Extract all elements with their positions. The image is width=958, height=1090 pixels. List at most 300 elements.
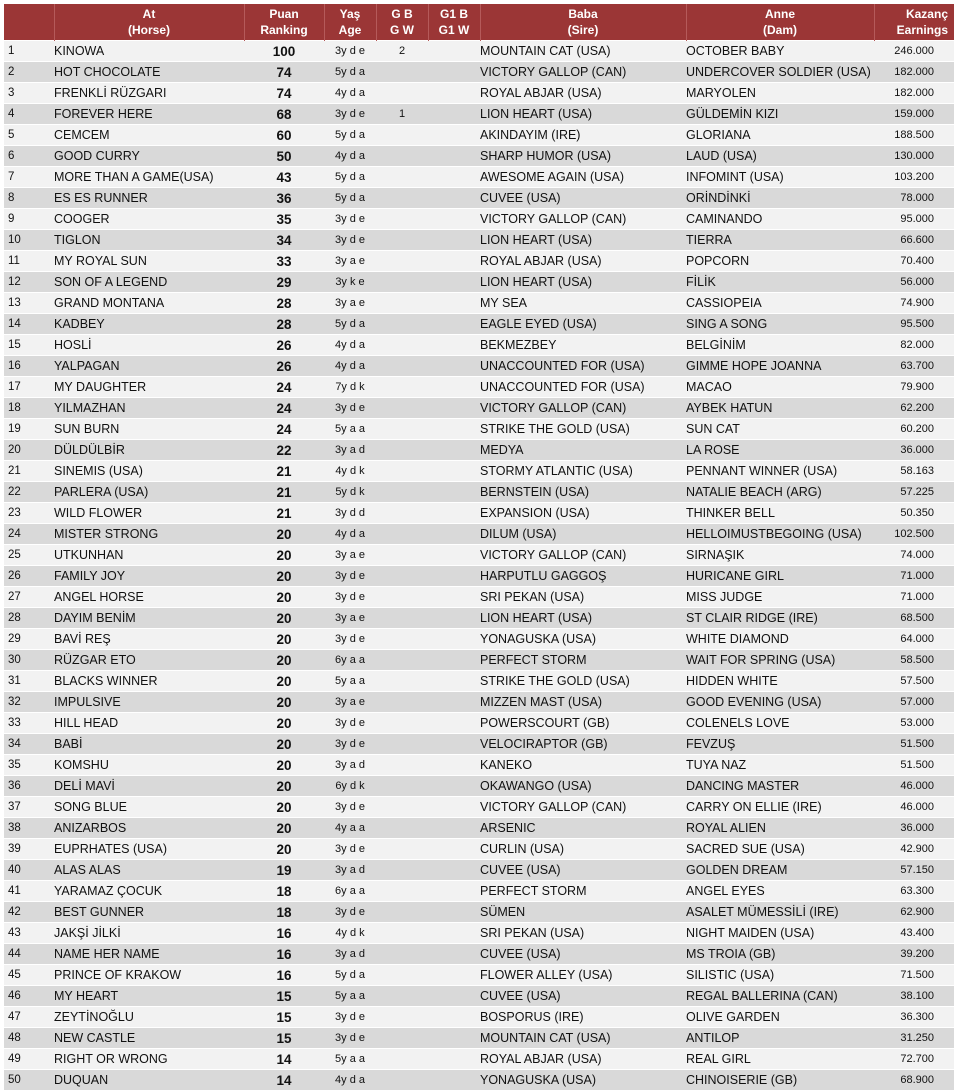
group-wins-cell <box>376 545 428 566</box>
earnings-cell: 56.000 <box>874 272 954 293</box>
points-cell: 20 <box>244 545 324 566</box>
earnings-cell: 68.900 <box>874 1070 954 1090</box>
header-sire: Baba (Sire) <box>480 4 686 41</box>
horse-name-cell: PARLERA (USA) <box>54 482 244 503</box>
dam-cell: OCTOBER BABY <box>686 41 874 62</box>
rank-cell: 32 <box>4 692 54 713</box>
age-cell: 3y d e <box>324 839 376 860</box>
ranking-table-container <box>4 4 954 1090</box>
group-wins-cell <box>376 755 428 776</box>
age-cell: 5y d k <box>324 482 376 503</box>
rank-cell: 12 <box>4 272 54 293</box>
earnings-cell: 72.700 <box>874 1049 954 1070</box>
dam-cell: SUN CAT <box>686 419 874 440</box>
group-wins-cell <box>376 776 428 797</box>
sire-cell: DILUM (USA) <box>480 524 686 545</box>
rank-cell: 47 <box>4 1007 54 1028</box>
sire-cell: LION HEART (USA) <box>480 104 686 125</box>
group-wins-cell <box>376 671 428 692</box>
age-cell: 3y d e <box>324 104 376 125</box>
sire-cell: HARPUTLU GAGGOŞ <box>480 566 686 587</box>
rank-cell: 11 <box>4 251 54 272</box>
group1-wins-cell <box>428 734 480 755</box>
table-row <box>4 146 954 167</box>
group1-wins-cell <box>428 104 480 125</box>
table-row <box>4 251 954 272</box>
dam-cell: CARRY ON ELLIE (IRE) <box>686 797 874 818</box>
group1-wins-cell <box>428 902 480 923</box>
sire-cell: KANEKO <box>480 755 686 776</box>
group1-wins-cell <box>428 545 480 566</box>
earnings-cell: 39.200 <box>874 944 954 965</box>
group-wins-cell <box>376 62 428 83</box>
table-row <box>4 104 954 125</box>
group1-wins-cell <box>428 839 480 860</box>
dam-cell: COLENELS LOVE <box>686 713 874 734</box>
sire-cell: EAGLE EYED (USA) <box>480 314 686 335</box>
group1-wins-cell <box>428 1007 480 1028</box>
sire-cell: FLOWER ALLEY (USA) <box>480 965 686 986</box>
group1-wins-cell <box>428 167 480 188</box>
table-row <box>4 209 954 230</box>
horse-name-cell: CEMCEM <box>54 125 244 146</box>
points-cell: 43 <box>244 167 324 188</box>
dam-cell: THINKER BELL <box>686 503 874 524</box>
points-cell: 15 <box>244 986 324 1007</box>
table-row <box>4 944 954 965</box>
points-cell: 50 <box>244 146 324 167</box>
table-row <box>4 356 954 377</box>
horse-name-cell: MY DAUGHTER <box>54 377 244 398</box>
points-cell: 100 <box>244 41 324 62</box>
earnings-cell: 103.200 <box>874 167 954 188</box>
age-cell: 5y a a <box>324 986 376 1007</box>
table-row <box>4 923 954 944</box>
horse-name-cell: YILMAZHAN <box>54 398 244 419</box>
table-row <box>4 461 954 482</box>
horse-name-cell: SON OF A LEGEND <box>54 272 244 293</box>
horse-name-cell: GRAND MONTANA <box>54 293 244 314</box>
dam-cell: INFOMINT (USA) <box>686 167 874 188</box>
age-cell: 3y d e <box>324 566 376 587</box>
age-cell: 3y d e <box>324 230 376 251</box>
rank-cell: 3 <box>4 83 54 104</box>
group-wins-cell <box>376 377 428 398</box>
table-row <box>4 167 954 188</box>
group-wins-cell <box>376 314 428 335</box>
age-cell: 5y d a <box>324 314 376 335</box>
earnings-cell: 182.000 <box>874 83 954 104</box>
rank-cell: 28 <box>4 608 54 629</box>
earnings-cell: 95.000 <box>874 209 954 230</box>
horse-name-cell: KOMSHU <box>54 755 244 776</box>
horse-name-cell: RIGHT OR WRONG <box>54 1049 244 1070</box>
group1-wins-cell <box>428 440 480 461</box>
rank-cell: 13 <box>4 293 54 314</box>
earnings-cell: 102.500 <box>874 524 954 545</box>
group1-wins-cell <box>428 272 480 293</box>
earnings-cell: 57.150 <box>874 860 954 881</box>
sire-cell: PERFECT STORM <box>480 650 686 671</box>
age-cell: 4y a a <box>324 818 376 839</box>
sire-cell: VELOCIRAPTOR (GB) <box>480 734 686 755</box>
sire-cell: ROYAL ABJAR (USA) <box>480 1049 686 1070</box>
rank-cell: 4 <box>4 104 54 125</box>
horse-name-cell: KADBEY <box>54 314 244 335</box>
sire-cell: MIZZEN MAST (USA) <box>480 692 686 713</box>
horse-name-cell: NAME HER NAME <box>54 944 244 965</box>
horse-name-cell: SINEMIS (USA) <box>54 461 244 482</box>
age-cell: 3y a d <box>324 944 376 965</box>
points-cell: 18 <box>244 881 324 902</box>
rank-cell: 25 <box>4 545 54 566</box>
header-rank <box>4 4 54 41</box>
group-wins-cell <box>376 230 428 251</box>
age-cell: 4y d k <box>324 923 376 944</box>
dam-cell: ST CLAIR RIDGE (IRE) <box>686 608 874 629</box>
group-wins-cell <box>376 566 428 587</box>
horse-name-cell: FOREVER HERE <box>54 104 244 125</box>
group-wins-cell <box>376 146 428 167</box>
age-cell: 4y d k <box>324 461 376 482</box>
dam-cell: ASALET MÜMESSİLİ (IRE) <box>686 902 874 923</box>
group1-wins-cell <box>428 524 480 545</box>
sire-cell: ROYAL ABJAR (USA) <box>480 83 686 104</box>
rank-cell: 26 <box>4 566 54 587</box>
group1-wins-cell <box>428 335 480 356</box>
rank-cell: 14 <box>4 314 54 335</box>
dam-cell: MS TROIA (GB) <box>686 944 874 965</box>
ranking-table <box>4 4 954 1090</box>
earnings-cell: 70.400 <box>874 251 954 272</box>
group-wins-cell <box>376 461 428 482</box>
dam-cell: PENNANT WINNER (USA) <box>686 461 874 482</box>
dam-cell: GLORIANA <box>686 125 874 146</box>
earnings-cell: 159.000 <box>874 104 954 125</box>
sire-cell: LION HEART (USA) <box>480 230 686 251</box>
age-cell: 3y d e <box>324 41 376 62</box>
rank-cell: 17 <box>4 377 54 398</box>
horse-name-cell: BLACKS WINNER <box>54 671 244 692</box>
sire-cell: MY SEA <box>480 293 686 314</box>
group1-wins-cell <box>428 566 480 587</box>
horse-name-cell: TIGLON <box>54 230 244 251</box>
earnings-cell: 130.000 <box>874 146 954 167</box>
group-wins-cell <box>376 713 428 734</box>
age-cell: 3y a e <box>324 608 376 629</box>
rank-cell: 36 <box>4 776 54 797</box>
points-cell: 34 <box>244 230 324 251</box>
sire-cell: MOUNTAIN CAT (USA) <box>480 1028 686 1049</box>
table-row <box>4 818 954 839</box>
points-cell: 60 <box>244 125 324 146</box>
rank-cell: 24 <box>4 524 54 545</box>
points-cell: 24 <box>244 377 324 398</box>
rank-cell: 44 <box>4 944 54 965</box>
group1-wins-cell <box>428 293 480 314</box>
sire-cell: STRIKE THE GOLD (USA) <box>480 671 686 692</box>
group1-wins-cell <box>428 650 480 671</box>
age-cell: 3y a e <box>324 692 376 713</box>
dam-cell: HURICANE GIRL <box>686 566 874 587</box>
group-wins-cell: 2 <box>376 41 428 62</box>
horse-name-cell: MISTER STRONG <box>54 524 244 545</box>
earnings-cell: 246.000 <box>874 41 954 62</box>
earnings-cell: 64.000 <box>874 629 954 650</box>
points-cell: 29 <box>244 272 324 293</box>
earnings-cell: 51.500 <box>874 734 954 755</box>
dam-cell: MISS JUDGE <box>686 587 874 608</box>
group1-wins-cell <box>428 965 480 986</box>
table-row <box>4 650 954 671</box>
rank-cell: 5 <box>4 125 54 146</box>
points-cell: 24 <box>244 398 324 419</box>
group-wins-cell <box>376 1007 428 1028</box>
rank-cell: 9 <box>4 209 54 230</box>
group-wins-cell <box>376 293 428 314</box>
rank-cell: 38 <box>4 818 54 839</box>
earnings-cell: 46.000 <box>874 797 954 818</box>
points-cell: 20 <box>244 587 324 608</box>
horse-name-cell: HOSLİ <box>54 335 244 356</box>
earnings-cell: 63.300 <box>874 881 954 902</box>
earnings-cell: 57.500 <box>874 671 954 692</box>
rank-cell: 39 <box>4 839 54 860</box>
points-cell: 20 <box>244 713 324 734</box>
sire-cell: VICTORY GALLOP (CAN) <box>480 209 686 230</box>
table-row <box>4 566 954 587</box>
horse-name-cell: KINOWA <box>54 41 244 62</box>
group-wins-cell <box>376 965 428 986</box>
sire-cell: CUVEE (USA) <box>480 986 686 1007</box>
points-cell: 28 <box>244 293 324 314</box>
horse-name-cell: EUPRHATES (USA) <box>54 839 244 860</box>
dam-cell: LA ROSE <box>686 440 874 461</box>
rank-cell: 27 <box>4 587 54 608</box>
rank-cell: 42 <box>4 902 54 923</box>
points-cell: 20 <box>244 755 324 776</box>
table-row <box>4 755 954 776</box>
group-wins-cell <box>376 482 428 503</box>
points-cell: 74 <box>244 62 324 83</box>
table-row <box>4 398 954 419</box>
sire-cell: PERFECT STORM <box>480 881 686 902</box>
rank-cell: 23 <box>4 503 54 524</box>
sire-cell: VICTORY GALLOP (CAN) <box>480 545 686 566</box>
rank-cell: 50 <box>4 1070 54 1090</box>
points-cell: 24 <box>244 419 324 440</box>
rank-cell: 29 <box>4 629 54 650</box>
dam-cell: MACAO <box>686 377 874 398</box>
sire-cell: POWERSCOURT (GB) <box>480 713 686 734</box>
earnings-cell: 42.900 <box>874 839 954 860</box>
points-cell: 20 <box>244 692 324 713</box>
points-cell: 20 <box>244 629 324 650</box>
horse-name-cell: ES ES RUNNER <box>54 188 244 209</box>
header-group-wins: G B G W <box>376 4 428 41</box>
sire-cell: LION HEART (USA) <box>480 608 686 629</box>
horse-name-cell: FRENKLİ RÜZGARI <box>54 83 244 104</box>
group1-wins-cell <box>428 62 480 83</box>
rank-cell: 30 <box>4 650 54 671</box>
dam-cell: BELGİNİM <box>686 335 874 356</box>
table-row <box>4 83 954 104</box>
age-cell: 3y k e <box>324 272 376 293</box>
group1-wins-cell <box>428 398 480 419</box>
points-cell: 20 <box>244 797 324 818</box>
dam-cell: POPCORN <box>686 251 874 272</box>
group-wins-cell <box>376 125 428 146</box>
points-cell: 19 <box>244 860 324 881</box>
earnings-cell: 82.000 <box>874 335 954 356</box>
rank-cell: 20 <box>4 440 54 461</box>
group1-wins-cell <box>428 923 480 944</box>
group1-wins-cell <box>428 251 480 272</box>
age-cell: 3y d e <box>324 1028 376 1049</box>
horse-name-cell: YALPAGAN <box>54 356 244 377</box>
table-row <box>4 629 954 650</box>
group1-wins-cell <box>428 692 480 713</box>
group-wins-cell <box>376 1028 428 1049</box>
group1-wins-cell <box>428 881 480 902</box>
table-row <box>4 839 954 860</box>
dam-cell: ROYAL ALIEN <box>686 818 874 839</box>
group-wins-cell <box>376 1049 428 1070</box>
dam-cell: HELLOIMUSTBEGOING (USA) <box>686 524 874 545</box>
dam-cell: HIDDEN WHITE <box>686 671 874 692</box>
group-wins-cell <box>376 440 428 461</box>
horse-name-cell: BAVİ REŞ <box>54 629 244 650</box>
dam-cell: GIMME HOPE JOANNA <box>686 356 874 377</box>
dam-cell: GOOD EVENING (USA) <box>686 692 874 713</box>
group-wins-cell <box>376 944 428 965</box>
group1-wins-cell <box>428 83 480 104</box>
group-wins-cell <box>376 818 428 839</box>
group-wins-cell <box>376 986 428 1007</box>
table-row <box>4 482 954 503</box>
dam-cell: ANTILOP <box>686 1028 874 1049</box>
age-cell: 5y a a <box>324 1049 376 1070</box>
dam-cell: ORİNDİNKİ <box>686 188 874 209</box>
group-wins-cell <box>376 167 428 188</box>
sire-cell: EXPANSION (USA) <box>480 503 686 524</box>
group-wins-cell <box>376 398 428 419</box>
age-cell: 3y a d <box>324 755 376 776</box>
table-row <box>4 377 954 398</box>
header-row <box>4 4 954 41</box>
rank-cell: 19 <box>4 419 54 440</box>
points-cell: 14 <box>244 1070 324 1090</box>
age-cell: 5y d a <box>324 125 376 146</box>
group1-wins-cell <box>428 1049 480 1070</box>
table-row <box>4 713 954 734</box>
dam-cell: AYBEK HATUN <box>686 398 874 419</box>
group-wins-cell <box>376 860 428 881</box>
group-wins-cell <box>376 251 428 272</box>
group1-wins-cell <box>428 776 480 797</box>
sire-cell: UNACCOUNTED FOR (USA) <box>480 377 686 398</box>
horse-name-cell: COOGER <box>54 209 244 230</box>
group1-wins-cell <box>428 818 480 839</box>
group-wins-cell <box>376 629 428 650</box>
earnings-cell: 62.200 <box>874 398 954 419</box>
group1-wins-cell <box>428 482 480 503</box>
group-wins-cell <box>376 902 428 923</box>
age-cell: 3y d e <box>324 1007 376 1028</box>
table-row <box>4 881 954 902</box>
earnings-cell: 58.500 <box>874 650 954 671</box>
rank-cell: 34 <box>4 734 54 755</box>
sire-cell: YONAGUSKA (USA) <box>480 629 686 650</box>
group1-wins-cell <box>428 797 480 818</box>
table-row <box>4 524 954 545</box>
rank-cell: 2 <box>4 62 54 83</box>
points-cell: 36 <box>244 188 324 209</box>
points-cell: 21 <box>244 503 324 524</box>
sire-cell: VICTORY GALLOP (CAN) <box>480 398 686 419</box>
header-points: Puan Ranking <box>244 4 324 41</box>
rank-cell: 49 <box>4 1049 54 1070</box>
age-cell: 3y a d <box>324 860 376 881</box>
sire-cell: UNACCOUNTED FOR (USA) <box>480 356 686 377</box>
horse-name-cell: BEST GUNNER <box>54 902 244 923</box>
age-cell: 4y d a <box>324 524 376 545</box>
horse-name-cell: ALAS ALAS <box>54 860 244 881</box>
group1-wins-cell <box>428 377 480 398</box>
dam-cell: CAMINANDO <box>686 209 874 230</box>
points-cell: 20 <box>244 776 324 797</box>
table-row <box>4 734 954 755</box>
points-cell: 15 <box>244 1007 324 1028</box>
dam-cell: CHINOISERIE (GB) <box>686 1070 874 1090</box>
horse-name-cell: IMPULSIVE <box>54 692 244 713</box>
group1-wins-cell <box>428 860 480 881</box>
group-wins-cell <box>376 503 428 524</box>
points-cell: 22 <box>244 440 324 461</box>
rank-cell: 33 <box>4 713 54 734</box>
earnings-cell: 66.600 <box>874 230 954 251</box>
group1-wins-cell <box>428 608 480 629</box>
table-header <box>4 4 954 41</box>
dam-cell: TUYA NAZ <box>686 755 874 776</box>
horse-name-cell: WILD FLOWER <box>54 503 244 524</box>
dam-cell: REGAL BALLERINA (CAN) <box>686 986 874 1007</box>
sire-cell: ROYAL ABJAR (USA) <box>480 251 686 272</box>
sire-cell: BEKMEZBEY <box>480 335 686 356</box>
earnings-cell: 74.900 <box>874 293 954 314</box>
sire-cell: BERNSTEIN (USA) <box>480 482 686 503</box>
table-row <box>4 587 954 608</box>
group-wins-cell <box>376 881 428 902</box>
group-wins-cell <box>376 1070 428 1090</box>
table-row <box>4 671 954 692</box>
table-row <box>4 965 954 986</box>
points-cell: 35 <box>244 209 324 230</box>
table-row <box>4 1049 954 1070</box>
earnings-cell: 46.000 <box>874 776 954 797</box>
points-cell: 21 <box>244 461 324 482</box>
age-cell: 5y d a <box>324 965 376 986</box>
group1-wins-cell <box>428 419 480 440</box>
group-wins-cell <box>376 188 428 209</box>
group-wins-cell <box>376 692 428 713</box>
earnings-cell: 38.100 <box>874 986 954 1007</box>
age-cell: 3y d e <box>324 398 376 419</box>
rank-cell: 46 <box>4 986 54 1007</box>
age-cell: 3y a e <box>324 545 376 566</box>
table-row <box>4 1070 954 1090</box>
points-cell: 74 <box>244 83 324 104</box>
